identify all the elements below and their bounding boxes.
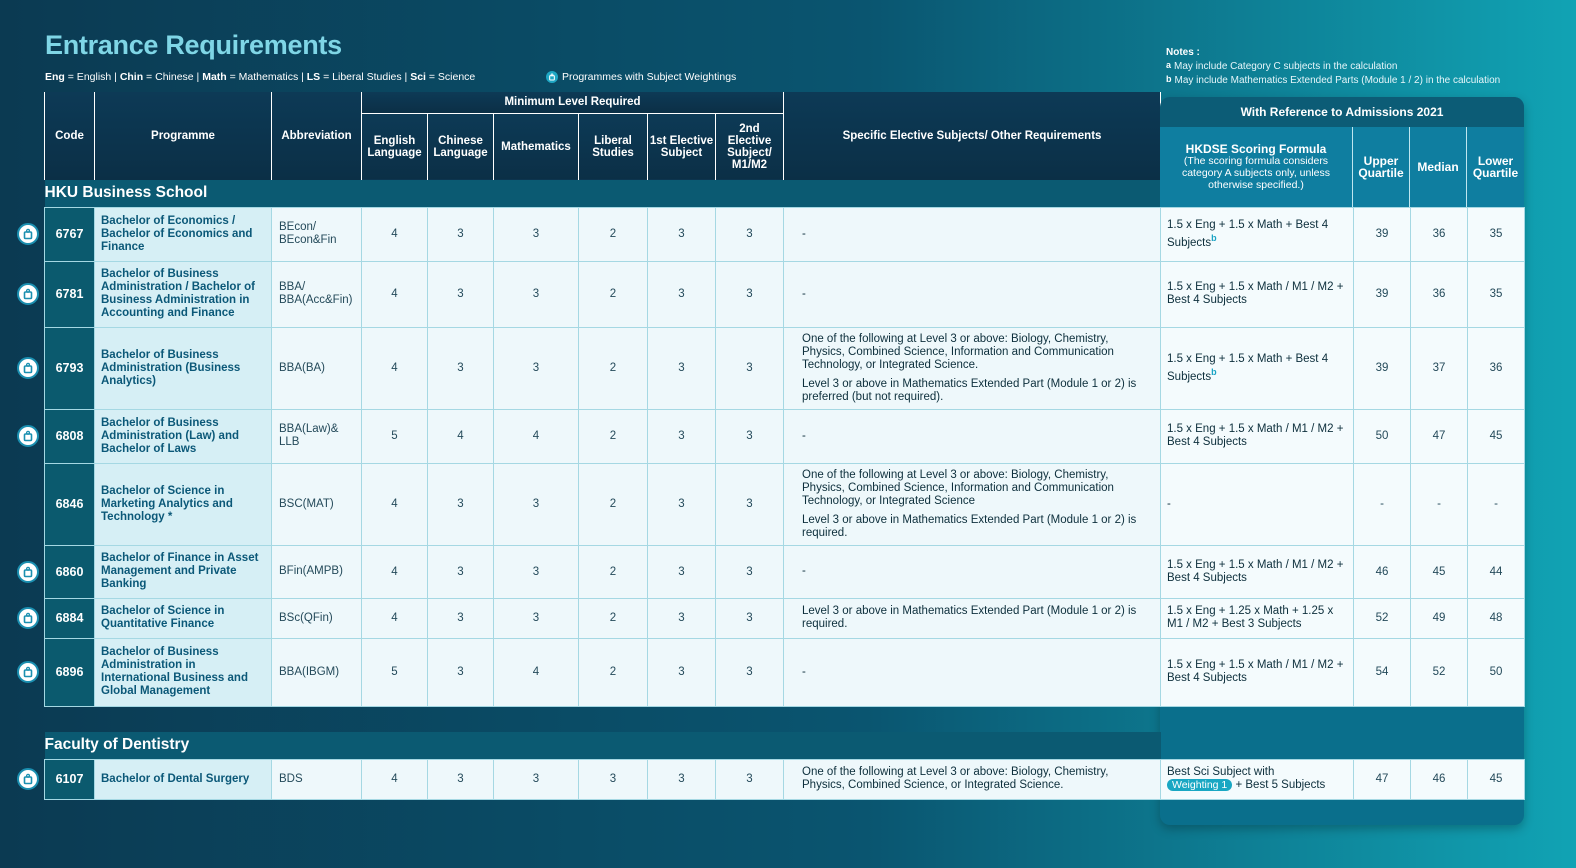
weight-icon xyxy=(17,661,39,683)
weight-icon xyxy=(17,283,39,305)
median: 36 xyxy=(1411,261,1468,327)
programme-code: 6767 xyxy=(45,207,95,261)
formula-note-marker: b xyxy=(1211,366,1217,377)
level-chinese: 4 xyxy=(428,409,494,463)
level-chinese: 3 xyxy=(428,759,494,799)
level-mathematics: 4 xyxy=(494,638,579,706)
weighting-badge: Weighting 1 xyxy=(1167,779,1232,791)
section-title: HKU Business School xyxy=(45,180,1161,207)
level-liberal: 2 xyxy=(579,638,648,706)
level-english: 4 xyxy=(362,327,428,409)
programme-abbreviation: BDS xyxy=(272,759,362,799)
weight-icon xyxy=(17,357,39,379)
note-a-text: May include Category C subjects in the calculation xyxy=(1174,61,1398,72)
legend-eng-abbr: Eng xyxy=(45,71,65,83)
median: 49 xyxy=(1411,598,1468,638)
level-mathematics: 4 xyxy=(494,409,579,463)
level-mathematics: 3 xyxy=(494,545,579,598)
header-liberal: Liberal Studies xyxy=(579,113,648,180)
level-liberal: 2 xyxy=(579,207,648,261)
formula-cell xyxy=(1161,463,1354,545)
requirement-cell xyxy=(784,409,1161,463)
programme-abbreviation: BEcon/ BEcon&Fin xyxy=(272,207,362,261)
level-mathematics: 3 xyxy=(494,327,579,409)
upper-quartile: 54 xyxy=(1354,638,1411,706)
weighting-legend xyxy=(546,71,736,83)
level-elective2: 3 xyxy=(716,463,784,545)
programme-code: 6808 xyxy=(45,409,95,463)
level-liberal: 2 xyxy=(579,261,648,327)
level-english: 4 xyxy=(362,759,428,799)
programme-name[interactable]: Bachelor of Business Administration (Business Analytics) xyxy=(95,327,272,409)
section-spacer xyxy=(45,706,1525,732)
level-elective2: 3 xyxy=(716,638,784,706)
legend-ls-abbr: LS xyxy=(306,71,321,83)
note-b xyxy=(1166,73,1500,87)
requirement-text: - xyxy=(802,287,806,300)
programme-code: 6860 xyxy=(45,545,95,598)
lower-quartile: 48 xyxy=(1468,598,1525,638)
level-mathematics: 3 xyxy=(494,759,579,799)
lower-quartile: 35 xyxy=(1468,261,1525,327)
header-formula-sub: (The scoring formula considers category A subjects only, unless otherwise specified.) xyxy=(1181,155,1331,191)
requirement-cell xyxy=(784,327,1161,409)
header-formula-title: HKDSE Scoring Formula xyxy=(1185,142,1327,156)
legend-eng: = English | xyxy=(64,71,120,83)
formula-cell xyxy=(1161,207,1354,261)
level-elective2: 3 xyxy=(716,207,784,261)
level-mathematics: 3 xyxy=(494,598,579,638)
requirement-text: Level 3 or above in Mathematics Extended Part (Module 1 or 2) is required. xyxy=(802,513,1137,539)
lower-quartile: 44 xyxy=(1468,545,1525,598)
formula-text: 1.5 x Eng + 1.5 x Math / M1 / M2 + Best 4 Subjects xyxy=(1167,659,1344,684)
programme-abbreviation: BBA(BA) xyxy=(272,327,362,409)
header-lower xyxy=(1467,127,1524,207)
legend-chin-abbr: Chin xyxy=(119,71,144,83)
header-upper-label: Upper Quartile xyxy=(1358,154,1404,180)
level-elective2: 3 xyxy=(716,327,784,409)
header-upper xyxy=(1353,127,1410,207)
requirement-text: One of the following at Level 3 or above: Biology, Chemistry, Physics, Combined Science, or Integrated Science. xyxy=(802,766,1109,791)
formula-text: 1.5 x Eng + 1.5 x Math + Best 4 Subjects xyxy=(1167,352,1329,383)
programme-name[interactable]: Bachelor of Science in Marketing Analytics and Technology * xyxy=(95,463,272,545)
level-elective1: 3 xyxy=(648,409,716,463)
lower-quartile: - xyxy=(1468,463,1525,545)
table-row xyxy=(45,759,1525,799)
level-liberal: 2 xyxy=(579,463,648,545)
note-a-marker: a xyxy=(1166,60,1172,70)
abbreviation-legend xyxy=(45,71,475,83)
weight-icon xyxy=(17,607,39,629)
level-elective2: 3 xyxy=(716,261,784,327)
median: - xyxy=(1411,463,1468,545)
level-elective1: 3 xyxy=(648,261,716,327)
requirement-cell xyxy=(784,759,1161,799)
lower-quartile: 50 xyxy=(1468,638,1525,706)
lower-quartile: 45 xyxy=(1468,759,1525,799)
formula-cell xyxy=(1161,638,1354,706)
header-elective2: 2nd Elective Subject/ M1/M2 xyxy=(716,113,784,180)
legend-math: = Mathematics | xyxy=(226,71,307,83)
header-chinese: Chinese Language xyxy=(428,113,494,180)
level-liberal: 2 xyxy=(579,545,648,598)
formula-note-marker: b xyxy=(1211,232,1217,243)
formula-text: 1.5 x Eng + 1.5 x Math + Best 4 Subjects xyxy=(1167,218,1329,249)
upper-quartile: - xyxy=(1354,463,1411,545)
median: 52 xyxy=(1411,638,1468,706)
programme-code: 6793 xyxy=(45,327,95,409)
level-liberal: 2 xyxy=(579,327,648,409)
formula-text: - xyxy=(1167,497,1171,510)
level-english: 4 xyxy=(362,545,428,598)
programme-name[interactable]: Bachelor of Business Administration in International Business and Global Management xyxy=(95,638,272,706)
programme-code: 6884 xyxy=(45,598,95,638)
weight-icon xyxy=(17,768,39,790)
programme-abbreviation: BBA(Law)& LLB xyxy=(272,409,362,463)
median: 36 xyxy=(1411,207,1468,261)
requirement-text: - xyxy=(802,665,806,678)
level-elective2: 3 xyxy=(716,759,784,799)
spacer-cell xyxy=(45,706,1525,732)
level-english: 5 xyxy=(362,409,428,463)
level-mathematics: 3 xyxy=(494,463,579,545)
upper-quartile: 39 xyxy=(1354,261,1411,327)
programme-abbreviation: BBA(IBGM) xyxy=(272,638,362,706)
header-median xyxy=(1410,127,1467,207)
legend-sci-abbr: Sci xyxy=(410,71,426,83)
section-title: Faculty of Dentistry xyxy=(45,732,1161,759)
programme-code: 6781 xyxy=(45,261,95,327)
table-row xyxy=(45,409,1525,463)
level-liberal: 2 xyxy=(579,598,648,638)
programme-abbreviation: BSC(MAT) xyxy=(272,463,362,545)
level-english: 4 xyxy=(362,261,428,327)
level-elective1: 3 xyxy=(648,598,716,638)
level-chinese: 3 xyxy=(428,261,494,327)
programme-code: 6107 xyxy=(45,759,95,799)
level-chinese: 3 xyxy=(428,638,494,706)
formula-cell xyxy=(1161,261,1354,327)
level-elective1: 3 xyxy=(648,463,716,545)
note-a xyxy=(1166,59,1500,73)
level-chinese: 3 xyxy=(428,463,494,545)
formula-cell xyxy=(1161,409,1354,463)
median: 46 xyxy=(1411,759,1468,799)
legend-sci: = Science xyxy=(425,71,476,83)
formula-text: 1.5 x Eng + 1.5 x Math / M1 / M2 + Best 4 Subjects xyxy=(1167,558,1344,584)
admissions-columns xyxy=(1160,127,1524,207)
programme-abbreviation: BFin(AMPB) xyxy=(272,545,362,598)
level-liberal: 3 xyxy=(579,759,648,799)
median: 37 xyxy=(1411,327,1468,409)
header-elective1: 1st Elective Subject xyxy=(648,113,716,180)
level-english: 4 xyxy=(362,598,428,638)
legend-math-abbr: Math xyxy=(202,71,227,83)
level-chinese: 3 xyxy=(428,207,494,261)
level-chinese: 3 xyxy=(428,545,494,598)
level-elective2: 3 xyxy=(716,545,784,598)
formula-text: Best Sci Subject with xyxy=(1167,766,1275,778)
formula-text: 1.5 x Eng + 1.5 x Math / M1 / M2 + Best 4 Subjects xyxy=(1167,281,1344,306)
programme-abbreviation: BSc(QFin) xyxy=(272,598,362,638)
table-row xyxy=(45,545,1525,598)
lower-quartile: 36 xyxy=(1468,327,1525,409)
header-programme: Programme xyxy=(95,92,272,180)
page-title: Entrance Requirements xyxy=(45,30,342,60)
level-elective2: 3 xyxy=(716,598,784,638)
level-chinese: 3 xyxy=(428,598,494,638)
requirement-cell xyxy=(784,598,1161,638)
table-row xyxy=(45,638,1525,706)
level-elective1: 3 xyxy=(648,207,716,261)
requirement-cell xyxy=(784,463,1161,545)
section-header xyxy=(45,732,1525,759)
level-liberal: 2 xyxy=(579,409,648,463)
level-mathematics: 3 xyxy=(494,207,579,261)
upper-quartile: 50 xyxy=(1354,409,1411,463)
level-mathematics: 3 xyxy=(494,261,579,327)
programme-name[interactable]: Bachelor of Business Administration (Law) and Bachelor of Laws xyxy=(95,409,272,463)
formula-text-post: + Best 5 Subjects xyxy=(1232,779,1326,791)
formula-text: 1.5 x Eng + 1.25 x Math + 1.25 x M1 / M2 + Best 3 Subjects xyxy=(1167,605,1334,630)
header-mathematics: Mathematics xyxy=(494,113,579,180)
header-code: Code xyxy=(45,92,95,180)
median: 45 xyxy=(1411,545,1468,598)
note-b-text: May include Mathematics Extended Parts (Module 1 / 2) in the calculation xyxy=(1174,75,1501,86)
level-english: 4 xyxy=(362,463,428,545)
level-elective1: 3 xyxy=(648,638,716,706)
header-lower-label: Lower Quartile xyxy=(1472,154,1519,180)
requirement-text: - xyxy=(802,565,806,577)
upper-quartile: 39 xyxy=(1354,327,1411,409)
weighting-legend-label: Programmes with Subject Weightings xyxy=(562,71,737,83)
requirement-cell xyxy=(784,207,1161,261)
header-english: English Language xyxy=(362,113,428,180)
level-english: 5 xyxy=(362,638,428,706)
legend-ls: = Liberal Studies | xyxy=(320,71,411,83)
notes xyxy=(1166,47,1500,87)
programme-name[interactable]: Bachelor of Business Administration / Bachelor of Business Administration in Accounting and Finance xyxy=(95,261,272,327)
upper-quartile: 39 xyxy=(1354,207,1411,261)
lower-quartile: 35 xyxy=(1468,207,1525,261)
header-specific: Specific Elective Subjects/ Other Requirements xyxy=(784,92,1161,180)
level-elective1: 3 xyxy=(648,327,716,409)
programme-name[interactable]: Bachelor of Finance in Asset Management and Private Banking xyxy=(95,545,272,598)
weight-icon xyxy=(17,561,39,583)
header-min-level: Minimum Level Required xyxy=(362,92,784,113)
requirement-cell xyxy=(784,545,1161,598)
requirement-text: - xyxy=(802,227,806,240)
requirement-text: One of the following at Level 3 or above: Biology, Chemistry, Physics, Combined Science, Information and Communication Technology, or Integrated Science. xyxy=(802,332,1114,371)
table-row xyxy=(45,327,1525,409)
weight-icon xyxy=(17,223,39,245)
header-formula xyxy=(1160,127,1353,207)
programme-code: 6846 xyxy=(45,463,95,545)
requirement-text: - xyxy=(802,429,806,442)
level-elective1: 3 xyxy=(648,759,716,799)
upper-quartile: 52 xyxy=(1354,598,1411,638)
formula-cell xyxy=(1161,598,1354,638)
programme-name[interactable]: Bachelor of Economics / Bachelor of Economics and Finance xyxy=(95,207,272,261)
level-english: 4 xyxy=(362,207,428,261)
requirement-text: Level 3 or above in Mathematics Extended Part (Module 1 or 2) is required. xyxy=(802,605,1137,630)
table-row xyxy=(45,463,1525,545)
formula-cell xyxy=(1161,327,1354,409)
header-median-label: Median xyxy=(1417,160,1459,174)
median: 47 xyxy=(1411,409,1468,463)
level-chinese: 3 xyxy=(428,327,494,409)
upper-quartile: 46 xyxy=(1354,545,1411,598)
programme-abbreviation: BBA/ BBA(Acc&Fin) xyxy=(272,261,362,327)
formula-cell xyxy=(1161,759,1354,799)
requirement-text: Level 3 or above in Mathematics Extended Part (Module 1 or 2) is preferred (but not required). xyxy=(802,377,1137,403)
formula-text: 1.5 x Eng + 1.5 x Math / M1 / M2 + Best 4 Subjects xyxy=(1167,423,1344,448)
level-elective2: 3 xyxy=(716,409,784,463)
admissions-header: With Reference to Admissions 2021 xyxy=(1160,97,1524,127)
programme-code: 6896 xyxy=(45,638,95,706)
header-abbreviation: Abbreviation xyxy=(272,92,362,180)
weight-icon xyxy=(17,425,39,447)
table-row xyxy=(45,261,1525,327)
weight-icon xyxy=(546,71,558,83)
requirement-cell xyxy=(784,261,1161,327)
level-elective1: 3 xyxy=(648,545,716,598)
notes-heading: Notes : xyxy=(1166,47,1200,58)
section-panel-gap xyxy=(1161,732,1525,759)
programme-name[interactable]: Bachelor of Dental Surgery xyxy=(95,759,272,799)
table-row xyxy=(45,598,1525,638)
lower-quartile: 45 xyxy=(1468,409,1525,463)
table-row xyxy=(45,207,1525,261)
upper-quartile: 47 xyxy=(1354,759,1411,799)
formula-cell xyxy=(1161,545,1354,598)
note-b-marker: b xyxy=(1166,74,1172,84)
requirement-cell xyxy=(784,638,1161,706)
requirement-text: One of the following at Level 3 or above: Biology, Chemistry, Physics, Combined Science, Information and Communication Technology, or Integrated Science xyxy=(802,468,1114,507)
legend-chin: = Chinese | xyxy=(143,71,203,83)
programme-name[interactable]: Bachelor of Science in Quantitative Finance xyxy=(95,598,272,638)
